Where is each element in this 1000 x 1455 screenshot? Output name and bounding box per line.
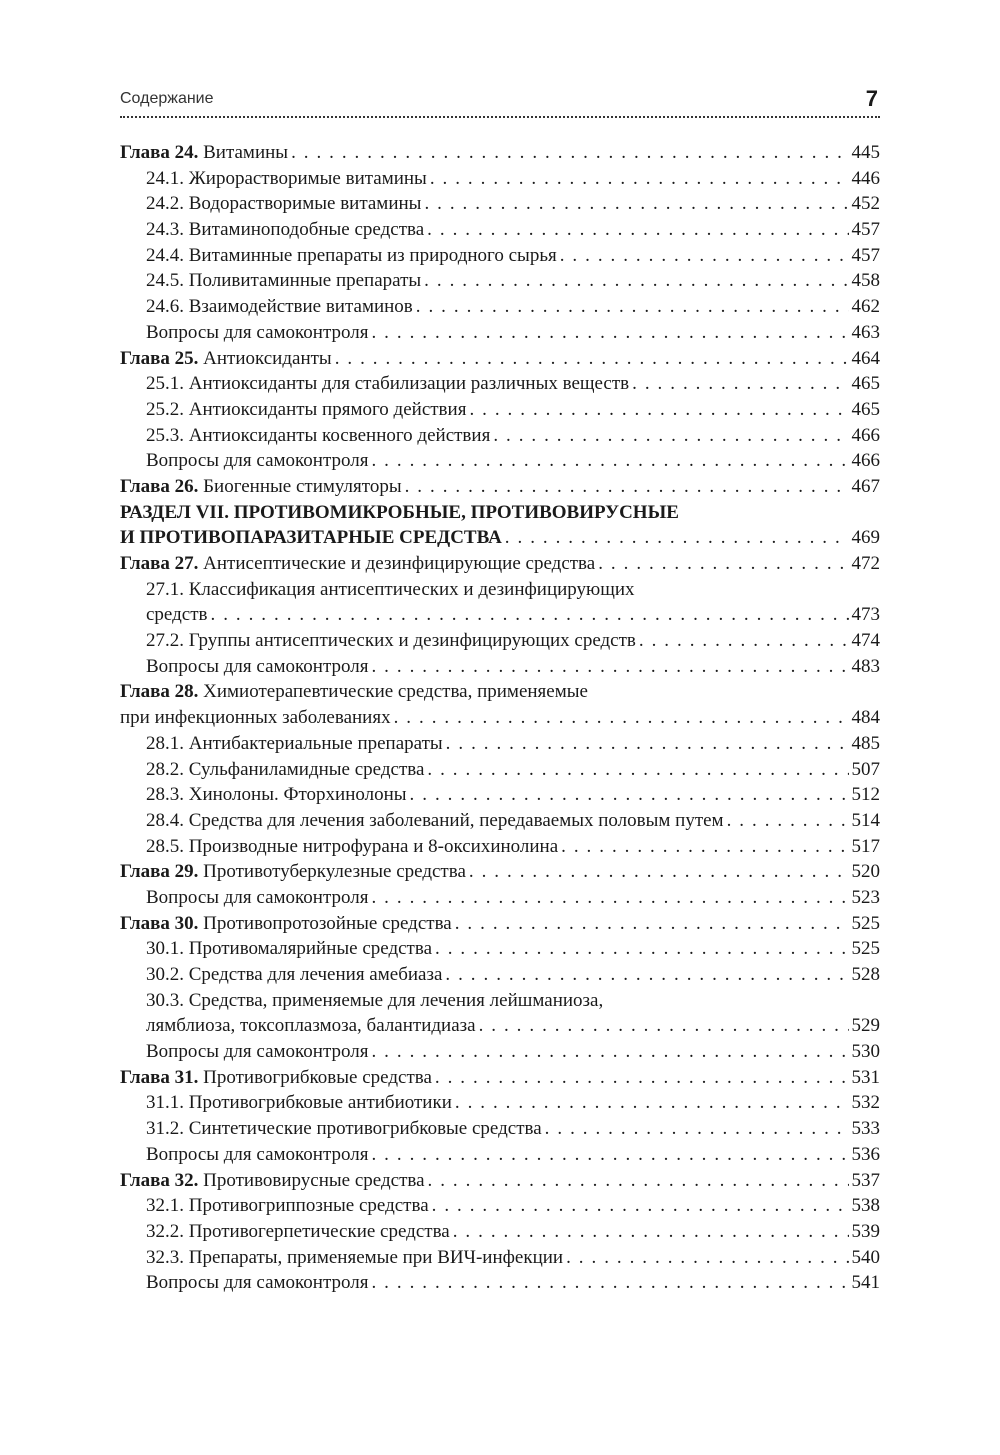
- toc-item-row: [120, 1039, 880, 1065]
- dot-leader: [371, 1039, 848, 1065]
- toc-item-row: [120, 166, 880, 192]
- toc-page-number: 537: [851, 1169, 880, 1191]
- toc-entry-text: 28.2. Сульфаниламидные средства: [146, 758, 425, 780]
- dot-leader: [405, 474, 849, 500]
- toc-item-row: [120, 320, 880, 346]
- dot-leader: [455, 911, 849, 937]
- toc-page-number: 474: [851, 630, 880, 652]
- toc-chapter-row: [120, 679, 880, 705]
- dot-leader: [427, 217, 848, 243]
- toc-page-number: 528: [851, 964, 880, 985]
- toc-page-number: 507: [851, 758, 880, 780]
- toc-page-number: 466: [851, 424, 880, 446]
- toc-page-number: 531: [851, 1066, 880, 1088]
- toc-page-number: 484: [851, 707, 880, 729]
- dot-leader: [416, 294, 849, 320]
- toc-chapter-row: [120, 140, 880, 166]
- toc-entry-text: средств: [146, 604, 208, 626]
- toc-item-row: [120, 782, 880, 808]
- dot-leader: [435, 936, 848, 962]
- chapter-title: Антисептические и дезинфицирующие средства: [198, 553, 596, 574]
- table-of-contents: [120, 140, 880, 1296]
- dot-leader: [561, 834, 848, 860]
- toc-entry-text: 30.1. Противомалярийные средства: [146, 938, 433, 960]
- toc-entry-text: при инфекционных заболеваниях: [120, 707, 391, 729]
- toc-section-row: [120, 525, 880, 551]
- toc-entry-text: [120, 474, 402, 500]
- toc-page-number: 525: [851, 912, 880, 934]
- dot-leader: [335, 346, 849, 372]
- chapter-label: Глава 26.: [120, 475, 199, 497]
- dot-leader: [371, 320, 848, 346]
- toc-page-number: 463: [851, 321, 880, 343]
- toc-continuation-row: [120, 705, 880, 731]
- toc-entry-text: 24.4. Витаминные препараты из природного сырья: [146, 244, 557, 266]
- toc-item-row: [120, 1270, 880, 1296]
- toc-chapter-row: [120, 911, 880, 937]
- toc-item-row: [120, 371, 880, 397]
- toc-page-number: 529: [851, 1015, 880, 1037]
- toc-entry-text: Вопросы для самоконтроля: [146, 1143, 369, 1165]
- chapter-title: Биогенные стимуляторы: [198, 475, 402, 497]
- toc-entry-text: 28.1. Антибактериальные препараты: [146, 732, 443, 754]
- dot-leader: [639, 628, 849, 654]
- toc-page-number: 452: [851, 193, 880, 215]
- chapter-label: Глава 25.: [120, 347, 199, 369]
- toc-entry-text: лямблиоза, токсоплазмоза, балантидиаза: [146, 1015, 476, 1037]
- dot-leader: [469, 397, 848, 423]
- toc-item-row: [120, 962, 880, 988]
- dot-leader: [371, 654, 848, 680]
- toc-item-row: [120, 577, 880, 603]
- toc-entry-text: Вопросы для самоконтроля: [146, 655, 369, 677]
- chapter-label: Глава 24.: [120, 142, 199, 163]
- dot-leader: [493, 423, 848, 449]
- toc-page-number: 530: [851, 1041, 880, 1063]
- toc-page-number: 467: [851, 475, 880, 497]
- toc-entry-text: 25.3. Антиоксиданты косвенного действия: [146, 424, 491, 446]
- toc-entry-text: [120, 859, 466, 885]
- toc-entry-text: 32.1. Противогриппозные средства: [146, 1195, 429, 1217]
- dot-leader: [432, 1193, 849, 1219]
- toc-page-number: 538: [851, 1195, 880, 1217]
- toc-entry-text: 30.3. Средства, применяемые для лечения лейшманиоза,: [146, 989, 604, 1011]
- chapter-title: Витамины: [198, 142, 289, 163]
- dot-leader: [424, 268, 848, 294]
- toc-page-number: 445: [851, 142, 880, 163]
- toc-page-number: 446: [851, 167, 880, 189]
- section-title: РАЗДЕЛ VII. ПРОТИВОМИКРОБНЫЕ, ПРОТИВОВИРУСНЫЕ: [120, 501, 679, 523]
- toc-item-row: [120, 731, 880, 757]
- toc-item-row: [120, 885, 880, 911]
- toc-entry-text: 24.5. Поливитаминные препараты: [146, 270, 422, 292]
- dot-leader: [394, 705, 849, 731]
- toc-page-number: 540: [851, 1246, 880, 1268]
- chapter-label: Глава 30.: [120, 912, 199, 934]
- dot-leader: [566, 1245, 848, 1271]
- toc-page-number: 520: [851, 861, 880, 883]
- toc-entry-text: Вопросы для самоконтроля: [146, 450, 369, 472]
- toc-chapter-row: [120, 859, 880, 885]
- toc-item-row: [120, 1193, 880, 1219]
- toc-item-row: [120, 808, 880, 834]
- dot-leader: [371, 1142, 848, 1168]
- toc-entry-text: Вопросы для самоконтроля: [146, 1041, 369, 1063]
- toc-entry-text: 25.2. Антиоксиданты прямого действия: [146, 398, 467, 420]
- toc-entry-text: 31.2. Синтетические противогрибковые средства: [146, 1118, 542, 1140]
- toc-page-number: 462: [851, 296, 880, 318]
- dot-leader: [211, 602, 849, 628]
- toc-entry-text: [120, 911, 452, 937]
- toc-page-number: 473: [851, 604, 880, 626]
- toc-page-number: 465: [851, 373, 880, 395]
- toc-item-row: [120, 602, 880, 628]
- toc-page-number: 541: [851, 1272, 880, 1294]
- toc-entry-text: 24.2. Водорастворимые витамины: [146, 193, 422, 215]
- toc-entry-text: 25.1. Антиоксиданты для стабилизации различных веществ: [146, 373, 630, 395]
- toc-entry-text: [120, 140, 288, 166]
- chapter-label: Глава 29.: [120, 861, 199, 883]
- dot-leader: [410, 782, 849, 808]
- toc-page-number: 514: [851, 809, 880, 831]
- dot-leader: [479, 1013, 849, 1039]
- toc-page-number: 539: [851, 1220, 880, 1242]
- dot-leader: [455, 1090, 849, 1116]
- toc-page-number: 457: [851, 219, 880, 241]
- toc-section-row: [120, 500, 880, 526]
- toc-entry-text: Вопросы для самоконтроля: [146, 321, 369, 343]
- chapter-label: Глава 31.: [120, 1066, 199, 1088]
- toc-item-row: [120, 423, 880, 449]
- section-title: И ПРОТИВОПАРАЗИТАРНЫЕ СРЕДСТВА: [120, 527, 502, 549]
- toc-entry-text: 27.2. Группы антисептических и дезинфицирующих средств: [146, 630, 636, 652]
- toc-page-number: 458: [851, 270, 880, 292]
- toc-page-number: 532: [851, 1092, 880, 1114]
- toc-entry-text: 24.1. Жирорастворимые витамины: [146, 167, 427, 189]
- toc-chapter-row: [120, 346, 880, 372]
- toc-item-row: [120, 217, 880, 243]
- toc-entry-text: 31.1. Противогрибковые антибиотики: [146, 1092, 452, 1114]
- toc-entry-text: 24.3. Витаминоподобные средства: [146, 219, 425, 241]
- page-number: 7: [865, 86, 878, 111]
- toc-item-row: [120, 757, 880, 783]
- chapter-title: Противопротозойные средства: [198, 912, 452, 934]
- toc-item-row: [120, 834, 880, 860]
- dot-leader: [291, 140, 848, 166]
- toc-entry-text: 24.6. Взаимодействие витаминов: [146, 296, 413, 318]
- chapter-title: Противотуберкулезные средства: [198, 861, 466, 883]
- toc-item-row: [120, 191, 880, 217]
- chapter-label: Глава 28.: [120, 681, 199, 703]
- dot-leader: [435, 1065, 849, 1091]
- chapter-label: Глава 32.: [120, 1169, 199, 1191]
- toc-entry-text: 28.5. Производные нитрофурана и 8-оксихинолина: [146, 835, 559, 857]
- dot-leader: [505, 525, 849, 551]
- toc-item-row: [120, 1219, 880, 1245]
- toc-entry-text: [120, 346, 332, 372]
- toc-entry-text: Вопросы для самоконтроля: [146, 1272, 369, 1294]
- toc-page-number: 466: [851, 450, 880, 472]
- dot-leader: [445, 962, 848, 988]
- toc-page-number: 483: [851, 655, 880, 677]
- dot-leader: [632, 371, 848, 397]
- toc-entry-text: 28.3. Хинолоны. Фторхинолоны: [146, 784, 407, 806]
- toc-page-number: 536: [851, 1143, 880, 1165]
- toc-item-row: [120, 243, 880, 269]
- toc-item-row: [120, 988, 880, 1014]
- toc-page-number: 525: [851, 938, 880, 960]
- header-title: Содержание: [120, 90, 214, 107]
- chapter-title: Антиоксиданты: [198, 347, 332, 369]
- toc-page-number: 533: [851, 1118, 880, 1140]
- dot-leader: [598, 551, 848, 577]
- toc-page-number: 485: [851, 732, 880, 754]
- chapter-title: Противовирусные средства: [198, 1169, 425, 1191]
- toc-page-number: 457: [851, 244, 880, 266]
- dot-leader: [371, 448, 848, 474]
- chapter-title: Противогрибковые средства: [198, 1066, 432, 1088]
- dot-leader: [424, 191, 848, 217]
- toc-item-row: [120, 448, 880, 474]
- toc-chapter-row: [120, 1168, 880, 1194]
- toc-item-row: [120, 397, 880, 423]
- dot-leader: [545, 1116, 849, 1142]
- dot-leader: [453, 1219, 849, 1245]
- toc-item-row: [120, 294, 880, 320]
- toc-chapter-row: [120, 551, 880, 577]
- toc-item-row: [120, 1090, 880, 1116]
- toc-chapter-row: [120, 1065, 880, 1091]
- toc-entry-text: 32.3. Препараты, применяемые при ВИЧ-инфекции: [146, 1246, 564, 1268]
- toc-page-number: 465: [851, 398, 880, 420]
- toc-page-number: 464: [851, 347, 880, 369]
- toc-page-number: 472: [851, 553, 880, 574]
- toc-entry-text: [120, 1168, 425, 1194]
- toc-item-row: [120, 1013, 880, 1039]
- toc-item-row: [120, 628, 880, 654]
- dot-leader: [427, 757, 848, 783]
- toc-entry-text: [120, 679, 588, 705]
- toc-item-row: [120, 268, 880, 294]
- dot-leader: [560, 243, 849, 269]
- toc-item-row: [120, 936, 880, 962]
- dot-leader: [428, 1168, 849, 1194]
- running-header: [120, 86, 880, 118]
- chapter-label: Глава 27.: [120, 553, 199, 574]
- toc-item-row: [120, 1245, 880, 1271]
- toc-entry-text: 32.2. Противогерпетические средства: [146, 1220, 450, 1242]
- toc-entry-text: 30.2. Средства для лечения амебиаза: [146, 964, 443, 985]
- chapter-title: Химиотерапевтические средства, применяемые: [198, 681, 588, 703]
- toc-entry-text: Вопросы для самоконтроля: [146, 886, 369, 908]
- dot-leader: [430, 166, 849, 192]
- toc-page-number: 469: [851, 527, 880, 549]
- dot-leader: [371, 1270, 848, 1296]
- toc-page-number: 517: [851, 835, 880, 857]
- toc-entry-text: 27.1. Классификация антисептических и дезинфицирующих: [146, 578, 635, 600]
- toc-chapter-row: [120, 474, 880, 500]
- toc-entry-text: 28.4. Средства для лечения заболеваний, передаваемых половым путем: [146, 809, 724, 831]
- toc-item-row: [120, 1116, 880, 1142]
- toc-entry-text: [120, 1065, 432, 1091]
- toc-item-row: [120, 1142, 880, 1168]
- dot-leader: [371, 885, 848, 911]
- toc-item-row: [120, 654, 880, 680]
- toc-page-number: 523: [851, 886, 880, 908]
- dot-leader: [727, 808, 849, 834]
- dot-leader: [446, 731, 849, 757]
- toc-page-number: 512: [851, 784, 880, 806]
- toc-entry-text: [120, 551, 595, 577]
- dot-leader: [469, 859, 849, 885]
